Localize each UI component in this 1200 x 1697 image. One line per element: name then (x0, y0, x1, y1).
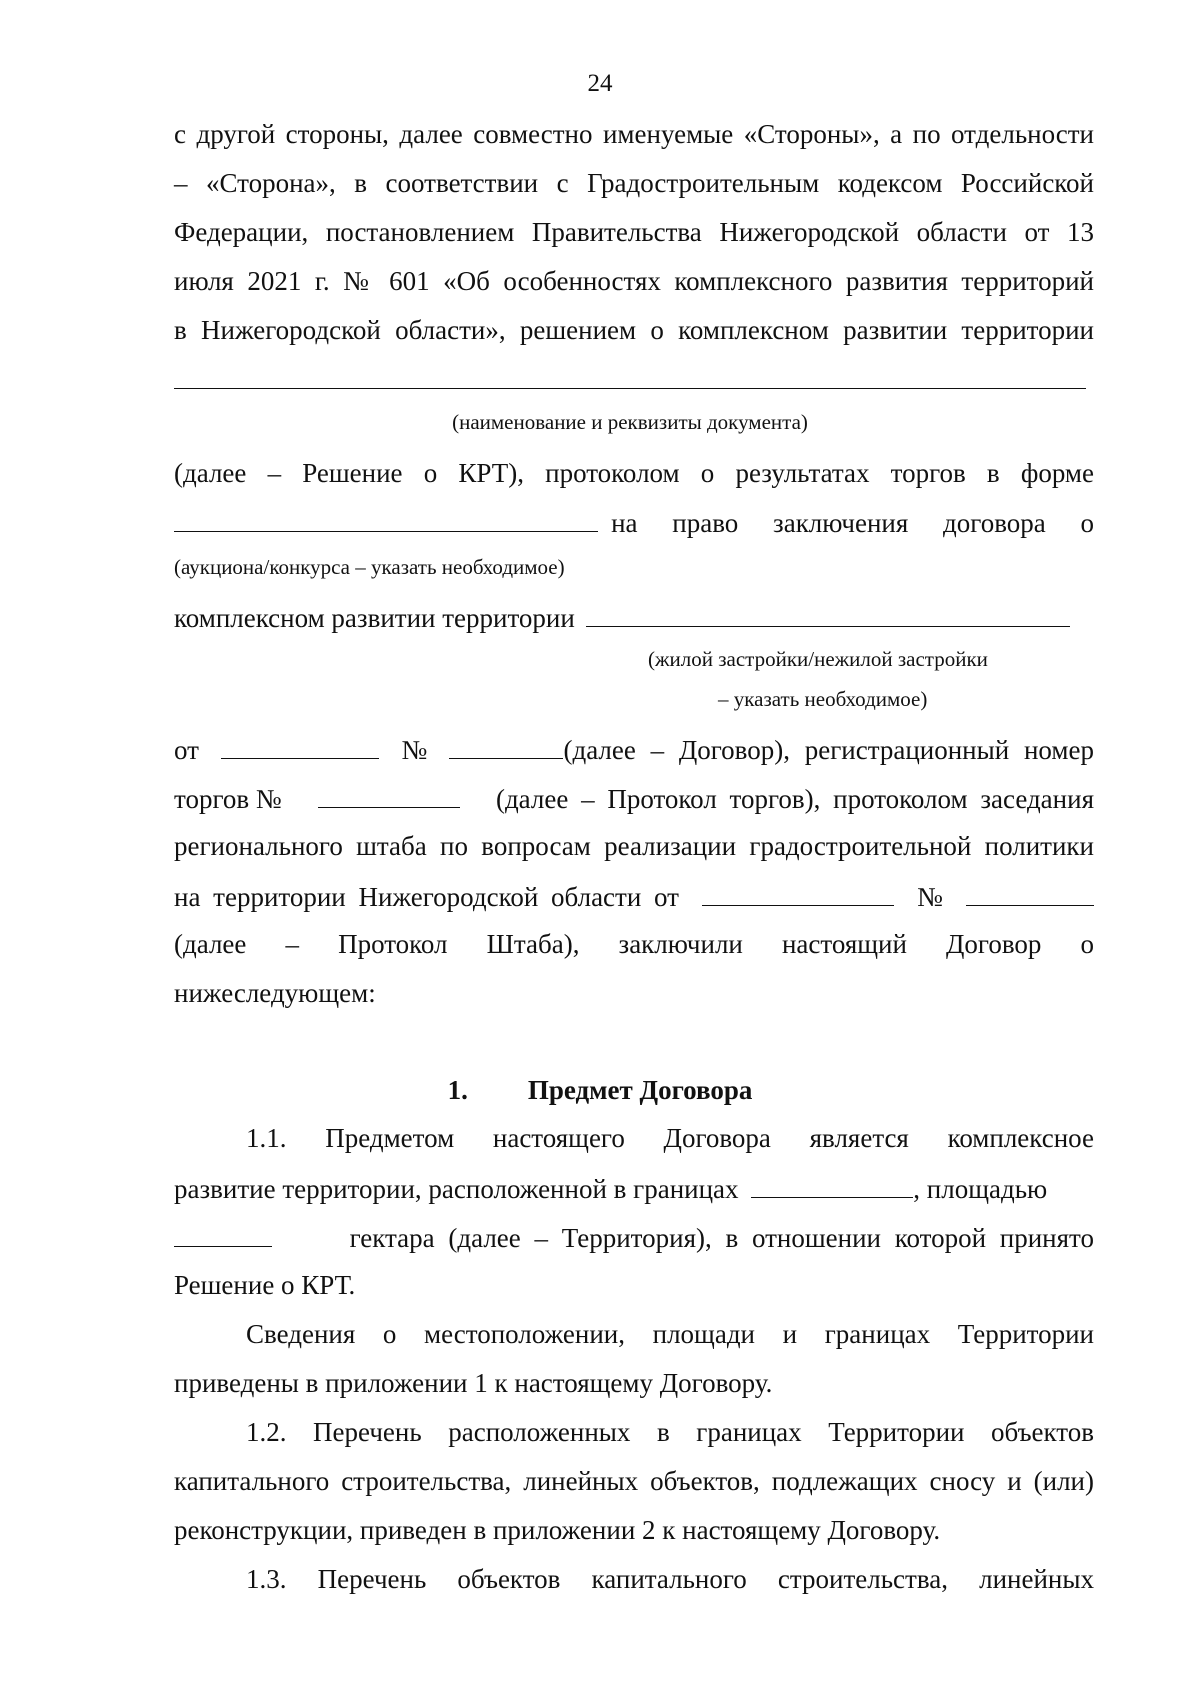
text-line: капитального строительства, линейных объектов, подлежащих сносу и (или) (174, 1466, 1094, 1496)
text-line (174, 600, 1094, 634)
text-line: 1.2. Перечень расположенных в границах Территории объектов (246, 1417, 1094, 1447)
caption-document: (наименование и реквизиты документа) (452, 410, 808, 434)
blank-document-line (174, 388, 1086, 389)
text-line (174, 781, 1094, 815)
text-fragment: комплексном развитии территории (174, 603, 575, 633)
text-line: приведены в приложении 1 к настоящему Договору. (174, 1368, 773, 1398)
text-line: (далее – Решение о КРТ), протоколом о результатах торгов в форме (174, 458, 1094, 488)
text-line: нижеследующем: (174, 978, 376, 1008)
blank-reg-number (318, 781, 460, 808)
page-number: 24 (587, 70, 613, 97)
text-fragment: на территории Нижегородской области от (174, 882, 679, 912)
text-line: в Нижегородской области», решением о комплексном развитии территории (174, 315, 1094, 345)
text-line: регионального штаба по вопросам реализации градостроительной политики (174, 831, 1094, 861)
text-line: 1.1. Предметом настоящего Договора является комплексное (246, 1123, 1094, 1153)
text-fragment: гектара (далее – Территория), в отношении которой принято (349, 1223, 1094, 1253)
caption-zone: (жилой застройки/нежилой застройки (648, 647, 988, 671)
section-heading (0, 1075, 1200, 1106)
text-fragment: № (917, 882, 943, 912)
text-line (174, 1171, 1094, 1205)
text-line: – «Сторона», в соответствии с Градостроительным кодексом Российской (174, 168, 1094, 198)
text-line (174, 505, 1094, 539)
text-line (174, 732, 1094, 766)
text-fragment: № (401, 735, 428, 765)
text-line (174, 1220, 1094, 1254)
text-fragment: развитие территории, расположенной в границах (174, 1174, 739, 1204)
section-number: 1. (447, 1075, 468, 1105)
blank-number (966, 879, 1094, 906)
blank-area (174, 1220, 272, 1247)
blank-number (449, 732, 563, 759)
caption-zone: – указать необходимое) (718, 687, 928, 711)
blank-date (702, 879, 894, 906)
text-fragment: от (174, 735, 199, 765)
blank-auction (174, 505, 598, 532)
text-fragment: (далее – Договор), регистрационный номер (563, 735, 1094, 765)
text-fragment: на право заключения договора о (611, 508, 1094, 538)
text-line: Федерации, постановлением Правительства Нижегородской области от 13 (174, 217, 1094, 247)
text-fragment: торгов № (174, 784, 282, 814)
text-line: Решение о КРТ. (174, 1270, 356, 1300)
text-line: (далее – Протокол Штаба), заключили настоящий Договор о (174, 929, 1094, 959)
blank-zone (586, 600, 1070, 627)
text-fragment: (далее – Протокол торгов), протоколом заседания (495, 784, 1094, 814)
text-fragment: , площадью (913, 1174, 1048, 1204)
text-line: июля 2021 г. № 601 «Об особенностях комплексного развития территорий (174, 266, 1094, 296)
text-line (174, 879, 1094, 913)
text-fragment-group (449, 732, 1094, 766)
text-line: с другой стороны, далее совместно именуемые «Стороны», а по отдельности (174, 119, 1094, 149)
section-title: Предмет Договора (527, 1075, 753, 1105)
text-line: Сведения о местоположении, площади и границах Территории (246, 1319, 1094, 1349)
text-line: реконструкции, приведен в приложении 2 к настоящему Договору. (174, 1515, 941, 1545)
caption-auction: (аукциона/конкурса – указать необходимое) (174, 555, 565, 579)
text-line: 1.3. Перечень объектов капитального строительства, линейных (246, 1564, 1094, 1594)
blank-boundaries (751, 1171, 913, 1198)
blank-date (221, 732, 379, 759)
